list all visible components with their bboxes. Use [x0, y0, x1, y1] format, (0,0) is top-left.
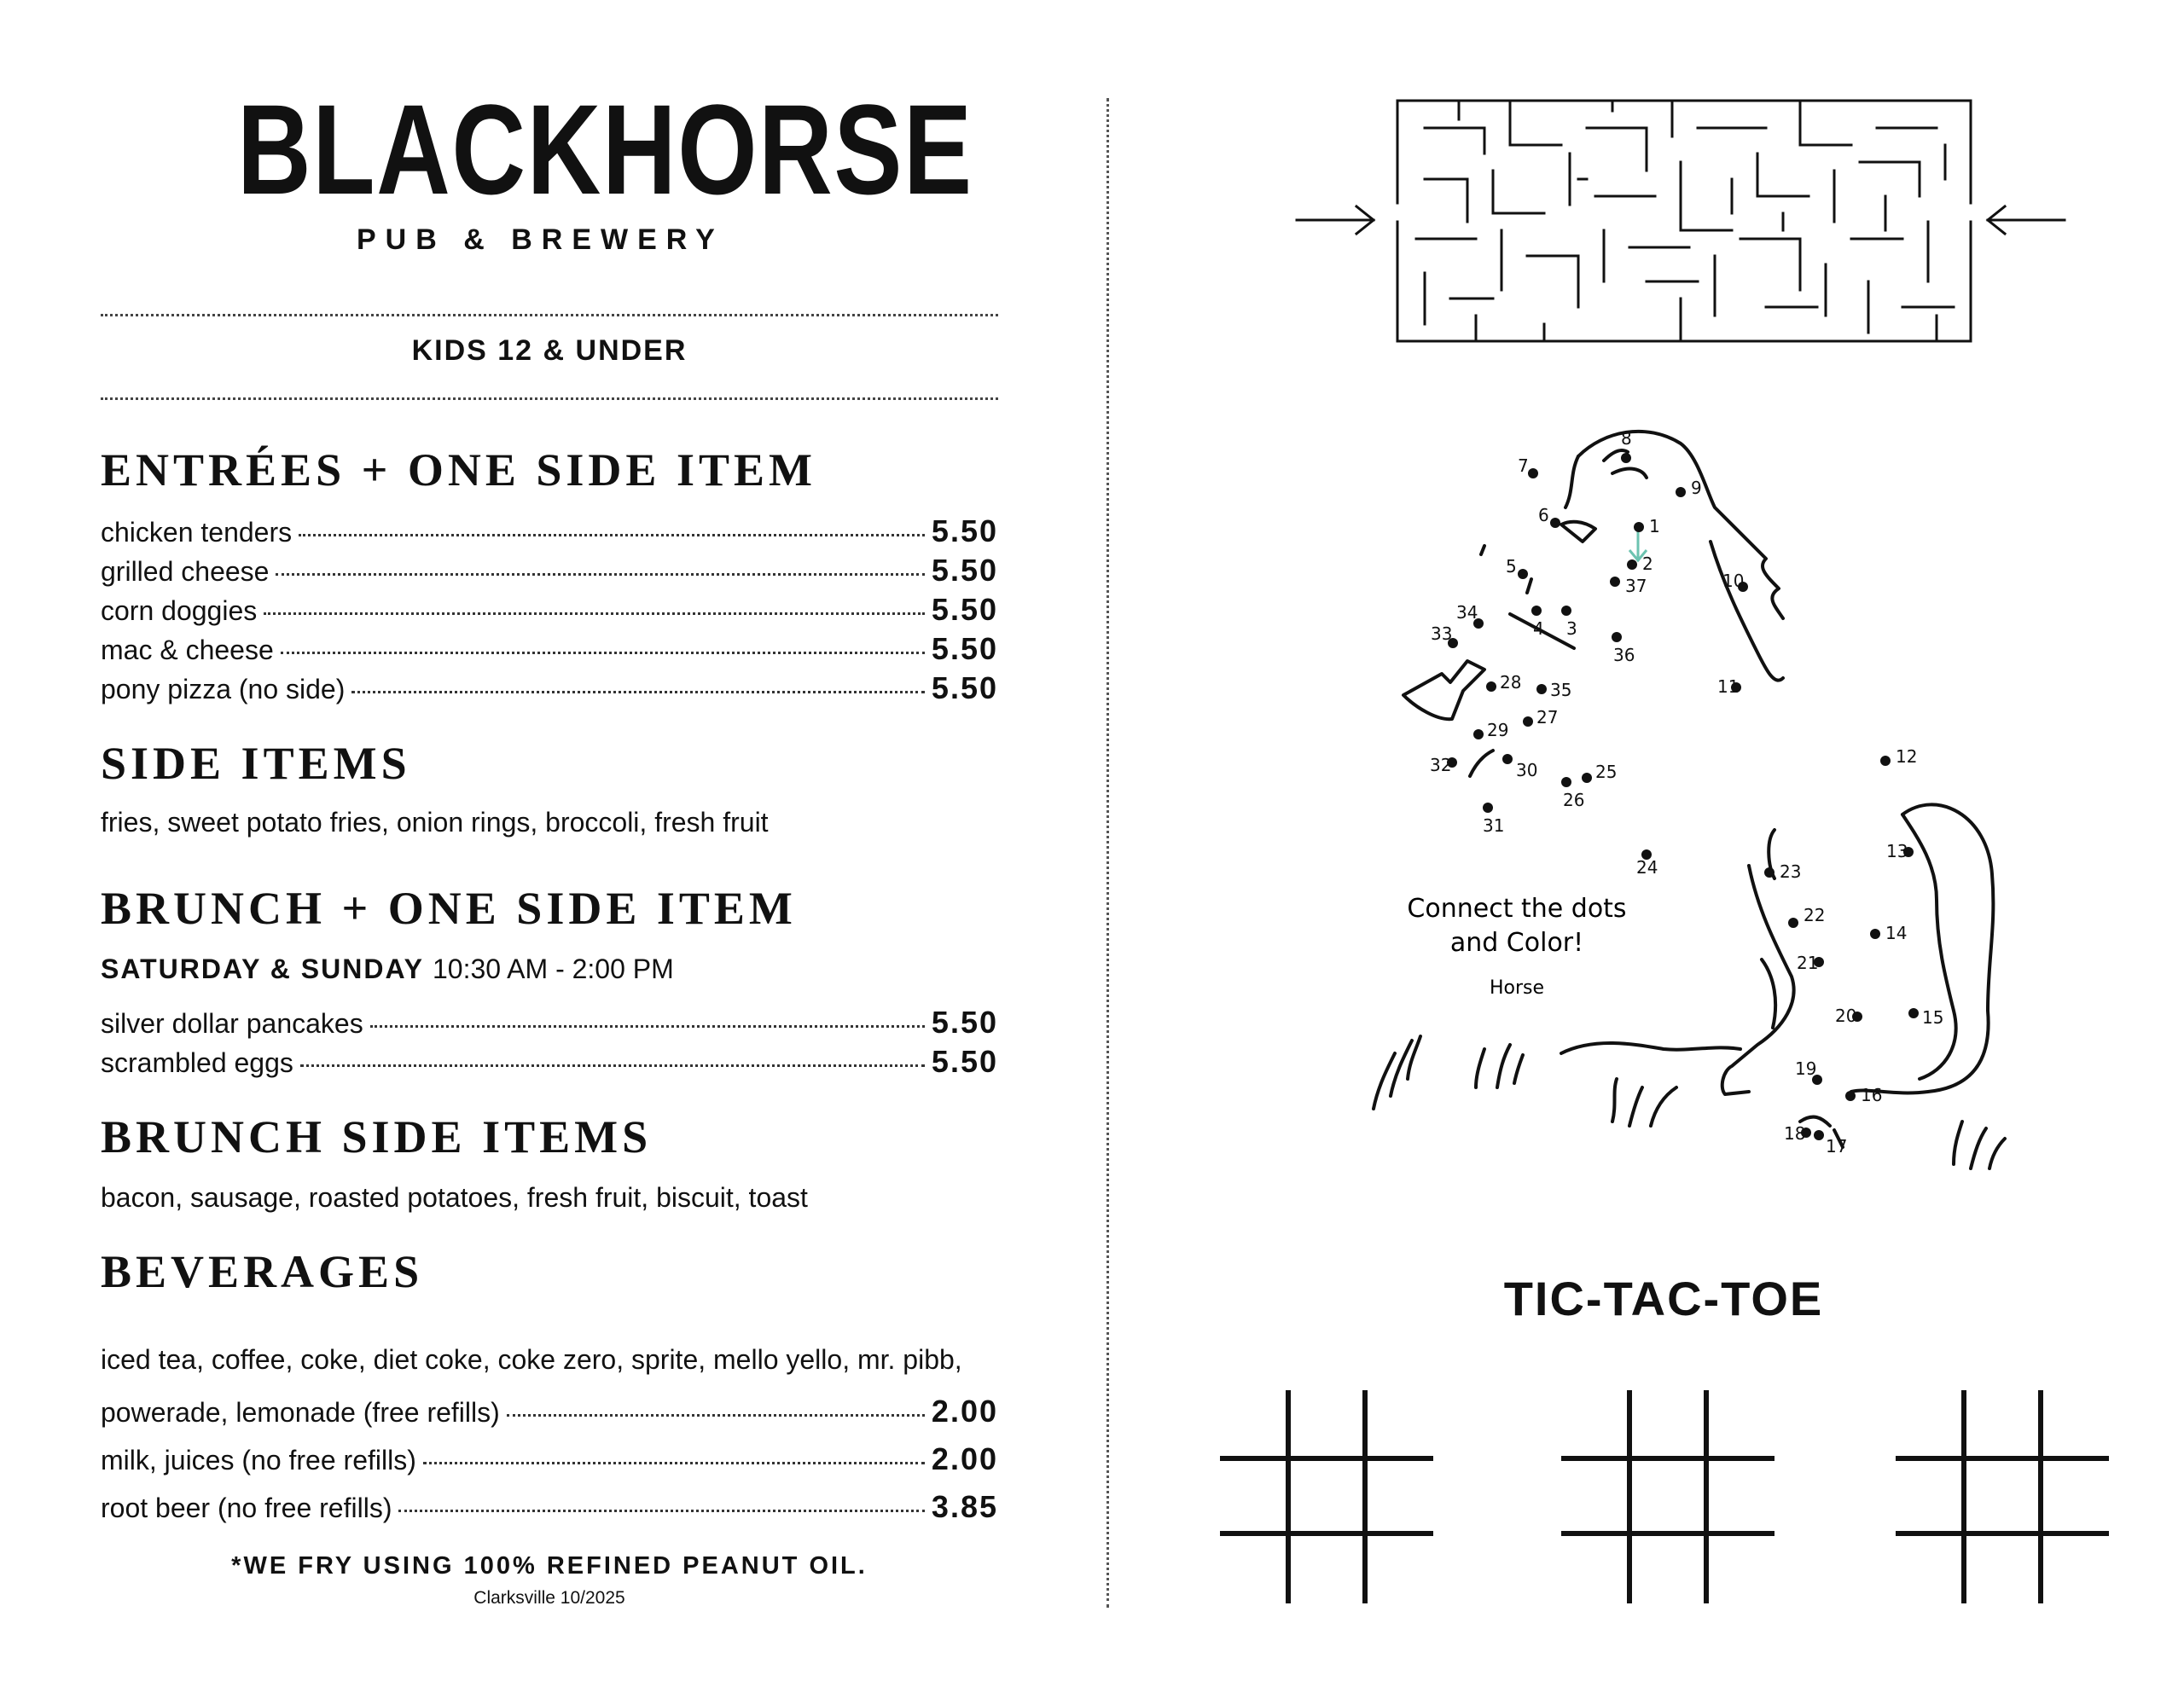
section-title-beverages: BEVERAGES	[101, 1246, 424, 1297]
dot-label-9: 9	[1691, 478, 1702, 498]
item-name: powerade, lemonade (free refills)	[101, 1397, 500, 1428]
item-price: 2.00	[931, 1394, 998, 1429]
section-title-brunch: BRUNCH + ONE SIDE ITEM	[101, 883, 797, 934]
dot-3	[1561, 606, 1571, 616]
dot-5	[1518, 569, 1528, 579]
item-name: chicken tenders	[101, 517, 293, 548]
brand-tagline: PUB & BREWERY	[357, 223, 724, 256]
dot-2	[1627, 559, 1637, 570]
maze-puzzle	[1288, 94, 2073, 350]
item-price: 5.50	[931, 592, 998, 627]
dot-label-27: 27	[1536, 707, 1559, 728]
dot-label-4: 4	[1533, 618, 1544, 639]
item-name: scrambled eggs	[101, 1047, 293, 1078]
dot-label-36: 36	[1613, 645, 1635, 665]
dot-25	[1582, 773, 1592, 783]
item-name: corn doggies	[101, 595, 258, 626]
dot-31	[1483, 803, 1493, 813]
dot-leader	[351, 691, 925, 693]
dot-label-5: 5	[1506, 556, 1517, 577]
brunch-schedule	[101, 954, 674, 985]
dot-leader	[507, 1414, 925, 1417]
dot-label-6: 6	[1538, 505, 1549, 525]
item-price: 5.50	[931, 631, 998, 666]
dot-30	[1502, 754, 1513, 764]
dot-label-21: 21	[1797, 953, 1819, 973]
item-name: milk, juices (no free refills)	[101, 1445, 416, 1475]
dots-caption-line2: and Color!	[1449, 928, 1584, 958]
dot-label-2: 2	[1642, 554, 1653, 574]
menu-item	[101, 1044, 998, 1081]
section-title-entrees: ENTRÉES + ONE SIDE ITEM	[101, 444, 816, 496]
item-price: 3.85	[931, 1489, 998, 1524]
dot-16	[1845, 1091, 1856, 1101]
menu-item	[101, 1489, 998, 1527]
tictactoe-board-2[interactable]	[1561, 1390, 1774, 1603]
dot-26	[1561, 777, 1571, 787]
dots-caption-line1: Connect the dots	[1407, 894, 1627, 924]
menu-item	[101, 1005, 998, 1042]
dot-1	[1634, 522, 1644, 532]
dot-leader	[423, 1462, 925, 1464]
divider-dotted	[101, 314, 998, 316]
dot-label-11: 11	[1717, 676, 1740, 697]
dot-label-16: 16	[1861, 1085, 1883, 1105]
item-name: grilled cheese	[101, 556, 270, 587]
section-title-brunch-sides: BRUNCH SIDE ITEMS	[101, 1111, 653, 1162]
dot-36	[1612, 632, 1622, 642]
dot-label-12: 12	[1896, 746, 1918, 767]
menu-item	[101, 631, 998, 669]
section-title-sides: SIDE ITEMS	[101, 738, 411, 789]
dot-leader	[370, 1025, 925, 1028]
dot-label-32: 32	[1430, 755, 1452, 775]
connect-the-dots-horse	[1356, 414, 2022, 1181]
dot-leader	[398, 1510, 924, 1512]
dot-label-20: 20	[1835, 1006, 1857, 1026]
sides-list: fries, sweet potato fries, onion rings, broccoli, fresh fruit	[101, 807, 769, 838]
dot-label-23: 23	[1780, 861, 1802, 882]
dot-label-7: 7	[1518, 455, 1529, 476]
dot-leader	[281, 652, 925, 654]
brunch-sides-list: bacon, sausage, roasted potatoes, fresh fruit, biscuit, toast	[101, 1182, 808, 1213]
dot-label-33: 33	[1431, 623, 1453, 644]
dot-15	[1908, 1008, 1919, 1018]
dot-8	[1621, 453, 1631, 463]
dot-29	[1473, 729, 1484, 739]
menu-item	[101, 1441, 998, 1479]
dot-label-22: 22	[1804, 905, 1826, 925]
location-date: Clarksville 10/2025	[473, 1588, 625, 1608]
dot-28	[1486, 681, 1496, 692]
dot-label-28: 28	[1500, 672, 1522, 693]
item-price: 2.00	[931, 1441, 998, 1476]
dot-label-14: 14	[1885, 923, 1908, 943]
menu-item	[101, 553, 998, 590]
tictactoe-title: TIC-TAC-TOE	[1503, 1272, 1824, 1325]
dot-7	[1528, 468, 1538, 478]
dot-27	[1523, 716, 1533, 727]
dot-label-37: 37	[1625, 576, 1647, 596]
dot-label-31: 31	[1483, 815, 1505, 836]
item-price: 5.50	[931, 670, 998, 705]
tictactoe-board-1[interactable]	[1220, 1390, 1433, 1603]
dot-17	[1814, 1130, 1824, 1140]
dot-leader	[264, 612, 925, 615]
menu-item	[101, 1394, 998, 1431]
dot-4	[1531, 606, 1542, 616]
dot-9	[1676, 487, 1686, 497]
dot-label-13: 13	[1886, 841, 1908, 861]
dot-22	[1788, 918, 1798, 928]
item-name: root beer (no free refills)	[101, 1493, 392, 1523]
dot-label-3: 3	[1566, 618, 1577, 639]
divider-dotted	[101, 397, 998, 400]
dot-label-18: 18	[1784, 1123, 1806, 1144]
dot-label-30: 30	[1516, 760, 1538, 780]
menu-item	[101, 513, 998, 551]
brand-logo: BLACKHORSE	[237, 78, 973, 221]
dot-label-1: 1	[1649, 516, 1660, 536]
dot-label-19: 19	[1795, 1058, 1817, 1079]
menu-item	[101, 592, 998, 629]
dot-label-17: 17	[1826, 1136, 1848, 1157]
dot-label-35: 35	[1550, 680, 1572, 700]
dot-14	[1870, 929, 1880, 939]
brunch-days: SATURDAY & SUNDAY	[101, 954, 424, 984]
item-name: mac & cheese	[101, 635, 274, 665]
dot-label-10: 10	[1722, 571, 1745, 591]
dot-leader	[276, 573, 924, 576]
audience-label: KIDS 12 & UNDER	[411, 334, 688, 367]
dot-label-26: 26	[1563, 790, 1585, 810]
item-price: 5.50	[931, 513, 998, 548]
dot-label-34: 34	[1456, 602, 1478, 623]
item-name: pony pizza (no side)	[101, 674, 346, 704]
dot-37	[1610, 577, 1620, 587]
dot-6	[1550, 518, 1560, 528]
footnote: *WE FRY USING 100% REFINED PEANUT OIL.	[231, 1552, 868, 1580]
dot-35	[1536, 684, 1547, 694]
item-price: 5.50	[931, 1005, 998, 1040]
dots-subject: Horse	[1489, 977, 1545, 999]
tictactoe-board-3[interactable]	[1896, 1390, 2109, 1603]
item-name: silver dollar pancakes	[101, 1008, 363, 1039]
dot-label-8: 8	[1621, 428, 1632, 449]
dot-label-25: 25	[1595, 762, 1618, 782]
beverages-list: iced tea, coffee, coke, diet coke, coke zero, sprite, mello yello, mr. pibb,	[101, 1344, 962, 1375]
menu-item	[101, 670, 998, 708]
brunch-hours: 10:30 AM - 2:00 PM	[432, 954, 674, 984]
dot-label-15: 15	[1922, 1007, 1944, 1028]
column-divider	[1107, 98, 1109, 1608]
dot-leader	[300, 1064, 925, 1067]
dot-12	[1880, 756, 1891, 766]
item-price: 5.50	[931, 1044, 998, 1079]
dot-label-29: 29	[1487, 720, 1509, 740]
dot-23	[1764, 867, 1774, 878]
item-price: 5.50	[931, 553, 998, 588]
dot-leader	[299, 534, 925, 536]
dot-label-24: 24	[1636, 857, 1658, 878]
